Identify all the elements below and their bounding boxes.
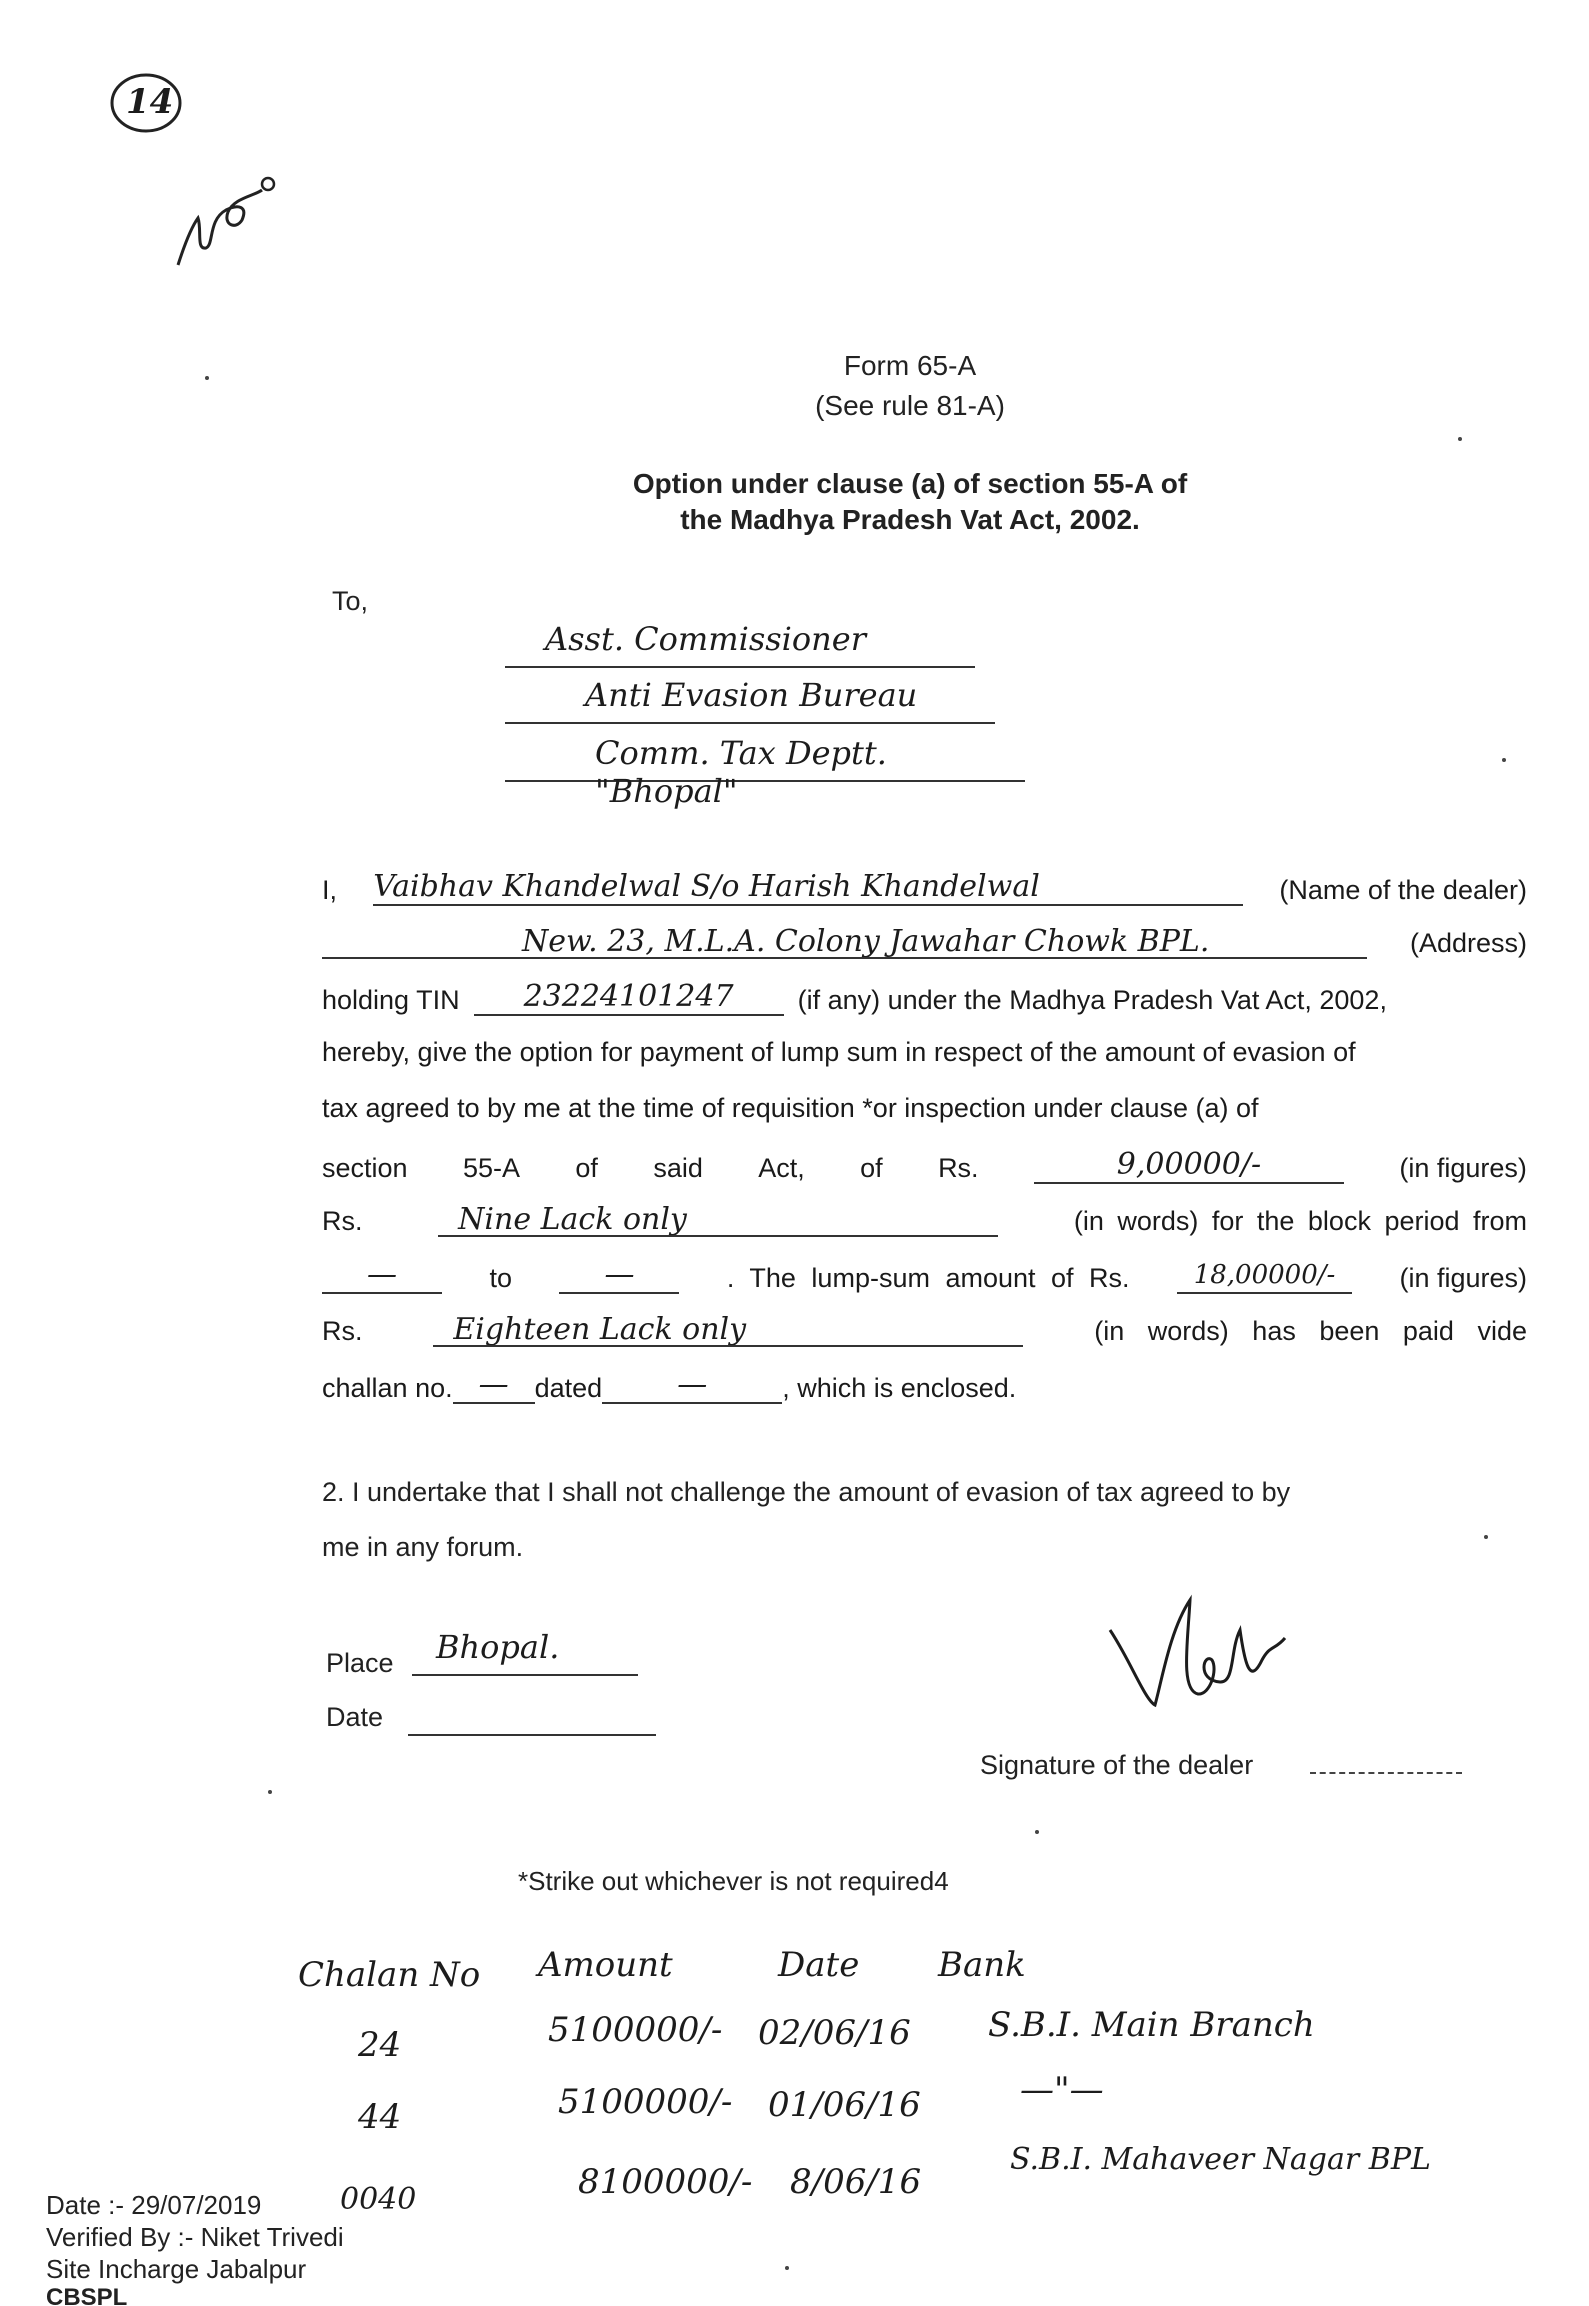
page-number-mark — [108, 72, 184, 134]
challan-header-amount: Amount — [538, 1945, 673, 1985]
verification-date: Date :- 29/07/2019 — [46, 2190, 262, 2220]
signature-scribble-icon — [1100, 1590, 1300, 1720]
addressee-line1: Asst. Commissioner — [505, 620, 975, 668]
rs-label-2: Rs. — [322, 1316, 363, 1346]
scan-speck — [1458, 437, 1462, 441]
amount-figures-value: 9,00000/- — [1034, 1148, 1344, 1184]
challan-row2-bank: —"— — [1020, 2070, 1104, 2110]
signature-caption-rule — [1310, 1772, 1462, 1774]
challan-row2-date: 01/06/16 — [768, 2085, 921, 2125]
place-value: Bhopal. — [412, 1628, 638, 1676]
body-line5 — [322, 1093, 1527, 1124]
period-row — [322, 1258, 1527, 1294]
dealer-signature — [1100, 1590, 1300, 1720]
section-word: of — [860, 1153, 883, 1183]
i-prefix: I, — [322, 875, 338, 905]
tin-row — [322, 980, 1527, 1016]
signature-text — [1100, 1590, 1101, 1591]
rs-label: Rs. — [322, 1206, 363, 1236]
page-number-text: 14 — [126, 82, 174, 122]
initials-mark — [168, 170, 288, 280]
section-word: Act, — [758, 1153, 805, 1183]
scan-speck — [1502, 758, 1506, 762]
section-row — [322, 1148, 1527, 1184]
challan-row1-date: 02/06/16 — [758, 2013, 911, 2053]
section-word: of — [575, 1153, 598, 1183]
scan-speck — [1484, 1535, 1488, 1539]
amount-words-row — [322, 1203, 1527, 1237]
lump-figures-value: 18,00000/- — [1177, 1258, 1352, 1294]
lump-text: . The lump-sum amount of Rs. — [726, 1263, 1130, 1293]
in-figures-label: (in figures) — [1399, 1153, 1527, 1183]
addressee-line3: Comm. Tax Deptt. "Bhopal" — [505, 734, 1025, 782]
body-line5-text: tax agreed to by me at the time of requisition *or inspection under clause (a) of — [322, 1093, 1259, 1123]
scan-speck — [785, 2266, 789, 2270]
date-label: Date — [326, 1702, 384, 1732]
amount-words-value: Nine Lack only — [438, 1203, 998, 1237]
challan-date-value: — — [602, 1368, 782, 1404]
lump-words-value: Eighteen Lack only — [433, 1313, 1023, 1347]
dated-label: dated — [534, 1373, 603, 1403]
verified-by: Verified By :- Niket Trivedi — [46, 2222, 344, 2252]
dealer-name-row — [322, 870, 1527, 906]
strike-note: *Strike out whichever is not required4 — [518, 1866, 949, 1896]
to-word: to — [489, 1263, 512, 1293]
block-period-text: (in words) for the block period from — [1073, 1206, 1527, 1236]
challan-no-value: — — [453, 1368, 535, 1404]
stamp-code: 0040 — [340, 2182, 417, 2217]
organization: CBSPL — [46, 2284, 128, 2306]
undertaking-line1: 2. I undertake that I shall not challenge the amount of evasion of tax agreed to by — [322, 1477, 1291, 1507]
body-line4-text: hereby, give the option for payment of lump sum in respect of the amount of evasion of — [322, 1037, 1356, 1067]
challan-row3-date: 8/06/16 — [790, 2162, 922, 2202]
lump-in-figures: (in figures) — [1399, 1263, 1527, 1293]
enclosed-text: , which is enclosed. — [782, 1373, 1017, 1403]
tin-suffix: (if any) under the Madhya Pradesh Vat Act, 2002, — [797, 985, 1387, 1015]
challan-row3-amount: 8100000/- — [578, 2162, 753, 2202]
section-word: 55-A — [462, 1153, 520, 1183]
challan-header-no: Chalan No — [298, 1955, 481, 1995]
challan-row1-no: 24 — [358, 2025, 402, 2065]
challan-row1-bank: S.B.I. Main Branch — [988, 2005, 1315, 2045]
form-rule: (See rule 81-A) — [815, 390, 1005, 421]
scan-speck — [1035, 1830, 1039, 1834]
place-label: Place — [326, 1648, 394, 1678]
scan-speck — [205, 376, 209, 380]
site-incharge: Site Incharge Jabalpur — [46, 2254, 307, 2284]
dealer-name-value: Vaibhav Khandelwal S/o Harish Khandelwal — [373, 870, 1243, 906]
form-heading-line1: Option under clause (a) of section 55-A of — [632, 468, 1188, 499]
body-line4 — [322, 1037, 1527, 1068]
signature-caption: Signature of the dealer — [980, 1750, 1254, 1780]
address-row — [322, 925, 1527, 959]
period-to-value: — — [559, 1258, 679, 1294]
tin-label: holding TIN — [322, 985, 460, 1015]
section-word: section — [322, 1153, 408, 1183]
challan-label: challan no. — [322, 1373, 453, 1403]
to-label: To, — [332, 586, 369, 616]
challan-row3-bank: S.B.I. Mahaveer Nagar BPL — [1010, 2142, 1431, 2177]
scan-speck — [268, 1790, 272, 1794]
challan-header-date: Date — [778, 1945, 860, 1985]
period-from-value: — — [322, 1258, 442, 1294]
section-word: Rs. — [938, 1153, 979, 1183]
initials-scribble-icon — [168, 170, 288, 280]
date-value — [408, 1690, 656, 1736]
form-heading-line2: the Madhya Pradesh Vat Act, 2002. — [680, 504, 1140, 535]
section-word: said — [653, 1153, 703, 1183]
challan-row — [322, 1368, 1527, 1404]
address-value: New. 23, M.L.A. Colony Jawahar Chowk BPL. — [322, 925, 1367, 959]
form-title: Form 65-A — [843, 350, 977, 381]
undertaking-line2: me in any forum. — [322, 1532, 524, 1562]
lump-words-row — [322, 1313, 1527, 1347]
challan-header-bank: Bank — [938, 1945, 1026, 1985]
address-label: (Address) — [1409, 928, 1527, 958]
challan-row2-amount: 5100000/- — [558, 2082, 733, 2122]
challan-row2-no: 44 — [358, 2097, 402, 2137]
paid-vide-text: (in words) has been paid vide — [1094, 1316, 1527, 1346]
challan-row1-amount: 5100000/- — [548, 2010, 723, 2050]
tin-value: 23224101247 — [474, 980, 784, 1016]
addressee-line2: Anti Evasion Bureau — [505, 676, 995, 724]
dealer-name-label: (Name of the dealer) — [1279, 875, 1527, 905]
